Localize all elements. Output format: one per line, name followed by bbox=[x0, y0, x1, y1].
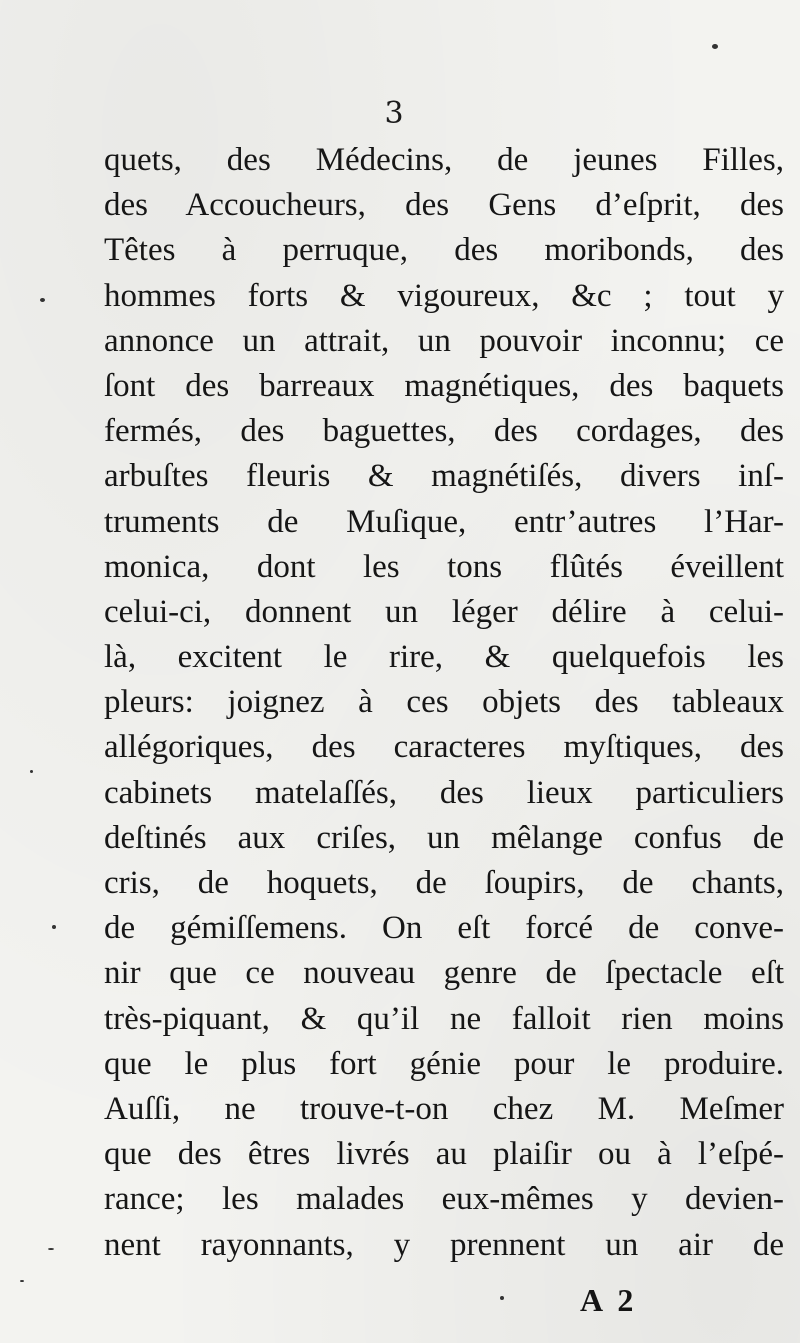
text-line: cris, de hoquets, de ſoupirs, de chants, bbox=[104, 865, 784, 901]
paper-speck bbox=[712, 44, 718, 49]
text-line: de gémiſſemens. On eſt forcé de conve- bbox=[104, 910, 784, 947]
paper-speck bbox=[52, 925, 56, 929]
text-line: nent rayonnants, y prennent un air de bbox=[104, 1226, 784, 1263]
paper-speck bbox=[48, 1248, 54, 1250]
paper-speck bbox=[40, 298, 45, 302]
text-line: cabinets matelaſſés, des lieux particuliers bbox=[104, 774, 784, 811]
text-line: quets, des Médecins, de jeunes Filles, bbox=[104, 142, 784, 178]
body-text bbox=[104, 138, 784, 1268]
text-line: annonce un attrait, un pouvoir inconnu; ce bbox=[104, 322, 784, 359]
text-line: rance; les malades eux-mêmes y devien- bbox=[104, 1181, 784, 1218]
text-line: allégoriques, des caracteres myſtiques, des bbox=[104, 729, 784, 766]
text-line: nir que ce nouveau genre de ſpectacle eſt bbox=[104, 955, 784, 992]
signature-mark: A 2 bbox=[580, 1282, 638, 1318]
text-line: fermés, des baguettes, des cordages, des bbox=[104, 413, 784, 450]
text-line: hommes forts & vigoureux, &c ; tout y bbox=[104, 277, 784, 314]
text-line: que le plus fort génie pour le produire. bbox=[104, 1045, 784, 1082]
paper-speck bbox=[30, 770, 33, 773]
text-line: arbuſtes fleuris & magnétiſés, divers inſ- bbox=[104, 458, 784, 495]
text-line: deſtinés aux criſes, un mêlange confus de bbox=[104, 819, 784, 856]
text-line: Têtes à perruque, des moribonds, des bbox=[104, 232, 784, 269]
text-line: pleurs: joignez à ces objets des tableaux bbox=[104, 684, 784, 721]
text-line: des Accoucheurs, des Gens d’eſprit, des bbox=[104, 187, 784, 224]
text-line: monica, dont les tons flûtés éveillent bbox=[104, 548, 784, 585]
text-line: celui-ci, donnent un léger délire à celui- bbox=[104, 593, 784, 630]
page-number: 3 bbox=[384, 96, 404, 131]
text-line: que des êtres livrés au plaiſir ou à l’eſpé- bbox=[104, 1136, 784, 1173]
paper-speck bbox=[20, 1280, 24, 1282]
text-line: ſont des barreaux magnétiques, des baquets bbox=[104, 367, 784, 404]
text-line: Auſſi, ne trouve-t-on chez M. Meſmer bbox=[104, 1090, 784, 1127]
text-line: très-piquant, & qu’il ne falloit rien moins bbox=[104, 1000, 784, 1037]
paper-speck bbox=[500, 1296, 504, 1300]
text-line: là, excitent le rire, & quelquefois les bbox=[104, 639, 784, 676]
text-line: truments de Muſique, entr’autres l’Har- bbox=[104, 503, 784, 540]
